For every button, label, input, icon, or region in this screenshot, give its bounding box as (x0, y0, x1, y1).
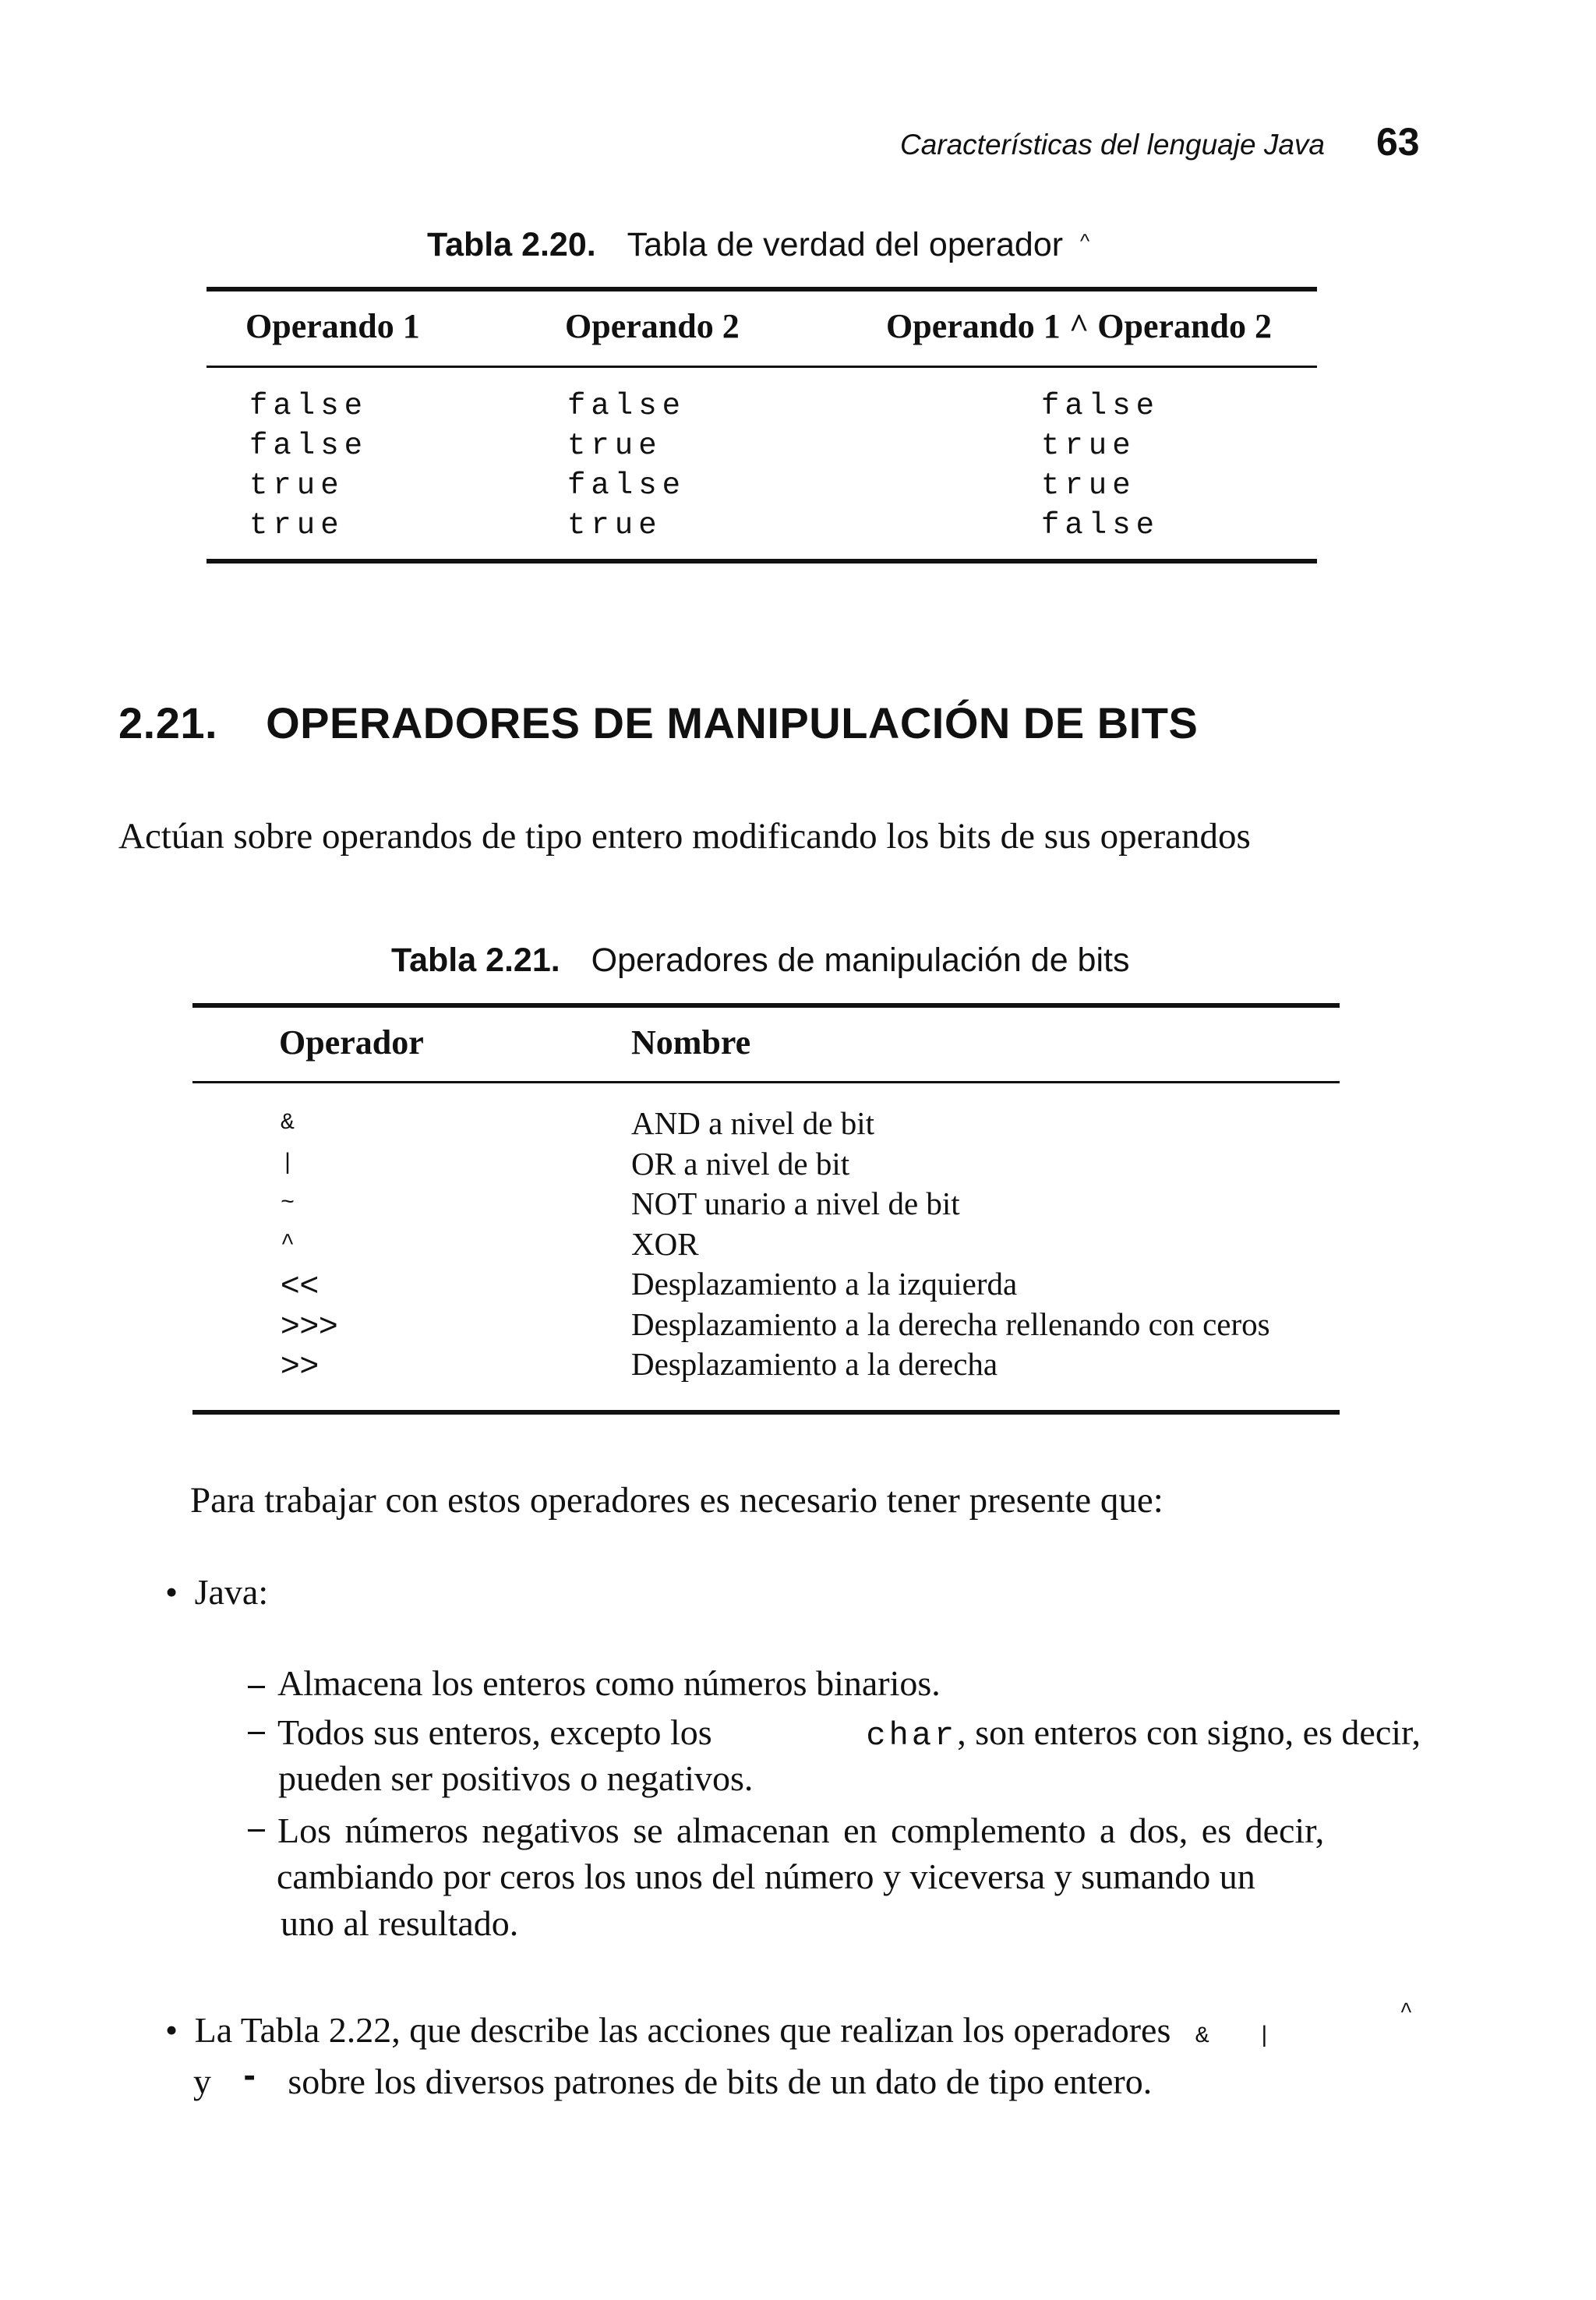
table-2-20-bottom-rule (207, 559, 1317, 564)
table-2-21-header-col1: Operador (279, 1023, 424, 1062)
sub-item (248, 1810, 1421, 1851)
paragraph: Para trabajar con estos operadores es necesario tener presente que: (190, 1480, 1163, 1521)
table-2-20-header-col2: Operando 2 (565, 307, 740, 345)
table-2-21-caption-label: Tabla 2.21. (391, 942, 560, 979)
sub-item-continuation: cambiando por ceros los unos del número y viceversa y sumando un (277, 1857, 1255, 1896)
bullet-continuation (193, 2054, 1153, 2102)
table-2-20-cell: false (249, 429, 369, 463)
operator-name-cell: Desplazamiento a la derecha rellenando con ceros (631, 1305, 1270, 1342)
operator-and: & (1195, 2023, 1209, 2050)
operator-not: - (243, 2054, 256, 2095)
operator-name-cell: XOR (631, 1225, 699, 1262)
operator-name-cell: AND a nivel de bit (631, 1105, 874, 1141)
bullet-item-java (165, 1571, 268, 1613)
table-2-20-cell: false (567, 468, 687, 503)
table-2-20-header-col3: Operando 1 ^ Operando 2 (886, 307, 1272, 345)
sub-item-continuation: pueden ser positivos o negativos. (278, 1758, 754, 1798)
table-2-20-cell: false (567, 389, 687, 423)
table-2-20-header-col1: Operando 1 (245, 307, 420, 345)
table-2-20-header-rule (207, 366, 1317, 368)
table-2-21-header-rule (192, 1081, 1340, 1083)
table-2-20-cell: false (1041, 508, 1160, 542)
bullet-text: y (193, 2062, 211, 2101)
sub-item-text: Todos sus enteros, excepto los (277, 1712, 712, 1752)
section-intro: Actúan sobre operandos de tipo entero modificando los bits de sus operandos (118, 816, 1251, 857)
section-number: 2.21. (118, 698, 218, 747)
operator-cell: >> (281, 1346, 320, 1383)
operator-cell: | (281, 1150, 295, 1177)
sub-item (248, 1662, 941, 1704)
bullet-icon: • (165, 1572, 178, 1612)
table-2-21-caption (391, 942, 1129, 980)
sub-item-text: Los números negativos se almacenan en complemento a dos, es decir, (277, 1811, 1325, 1850)
table-2-20-caption-label: Tabla 2.20. (427, 226, 596, 263)
operator-cell: << (281, 1266, 320, 1302)
running-header: Características del lenguaje Java (899, 129, 1325, 161)
operator-name-cell: Desplazamiento a la izquierda (631, 1266, 1018, 1302)
table-2-20-caption-text: Tabla de verdad del operador (627, 226, 1064, 263)
sub-item-continuation: uno al resultado. (281, 1903, 519, 1943)
table-2-20-cell: true (249, 508, 344, 542)
section-title: OPERADORES DE MANIPULACIÓN DE BITS (266, 698, 1199, 747)
inline-code: char (866, 1717, 958, 1754)
sub-item-line (277, 1712, 1421, 1754)
table-2-20-col1 (249, 387, 368, 546)
sub-item (248, 1712, 1421, 1754)
table-2-21-operators (281, 1104, 338, 1385)
operator-or: | (1257, 2023, 1272, 2050)
bullet-item-tabla (165, 2009, 1271, 2051)
dash-icon (248, 1732, 265, 1734)
operator-cell: & (281, 1110, 295, 1136)
operator-name-cell: OR a nivel de bit (631, 1145, 850, 1182)
table-2-20-cell: true (249, 468, 344, 503)
operator-cell: >>> (281, 1305, 338, 1343)
bullet-text: Java: (194, 1572, 269, 1612)
table-2-20-cell: true (1041, 429, 1136, 463)
operator-cell: ^ (281, 1230, 295, 1257)
table-2-21-top-rule (192, 1003, 1340, 1008)
sub-item-text: , son enteros con signo, es decir, (957, 1712, 1421, 1752)
table-2-20-cell: false (1041, 389, 1160, 423)
dash-icon (248, 1829, 265, 1832)
operator-name-cell: Desplazamiento a la derecha (631, 1346, 998, 1382)
sub-item-text: Almacena los enteros como números binarios. (277, 1663, 941, 1703)
table-2-20-cell: true (567, 508, 662, 542)
bullet-text: sobre los diversos patrones de bits de un dato de tipo entero. (288, 2062, 1153, 2101)
table-2-20-cell: true (1041, 468, 1136, 503)
operator-cell: ~ (281, 1190, 295, 1217)
bullet-text: La Tabla 2.22, que describe las acciones que realizan los operadores (194, 2010, 1171, 2050)
table-2-21-caption-text: Operadores de manipulación de bits (591, 942, 1130, 979)
table-2-21-bottom-rule (192, 1410, 1340, 1415)
table-2-20-top-rule (207, 287, 1317, 291)
table-2-20-caption (427, 226, 1089, 264)
table-2-21-header-col2: Nombre (631, 1023, 751, 1062)
table-2-20-cell: false (249, 389, 369, 423)
operator-xor: ^ (1400, 2000, 1413, 2024)
table-2-21-names (631, 1104, 1270, 1385)
table-2-20-caption-symbol: ^ (1080, 229, 1090, 253)
page-number: 63 (1376, 120, 1420, 164)
operator-name-cell: NOT unario a nivel de bit (631, 1185, 960, 1221)
table-2-20-col2 (567, 387, 686, 546)
dash-icon (248, 1686, 265, 1688)
table-2-20-cell: true (567, 429, 662, 463)
section-heading (118, 698, 1198, 748)
bullet-icon: • (165, 2010, 178, 2050)
table-2-20-col3 (1041, 387, 1160, 546)
